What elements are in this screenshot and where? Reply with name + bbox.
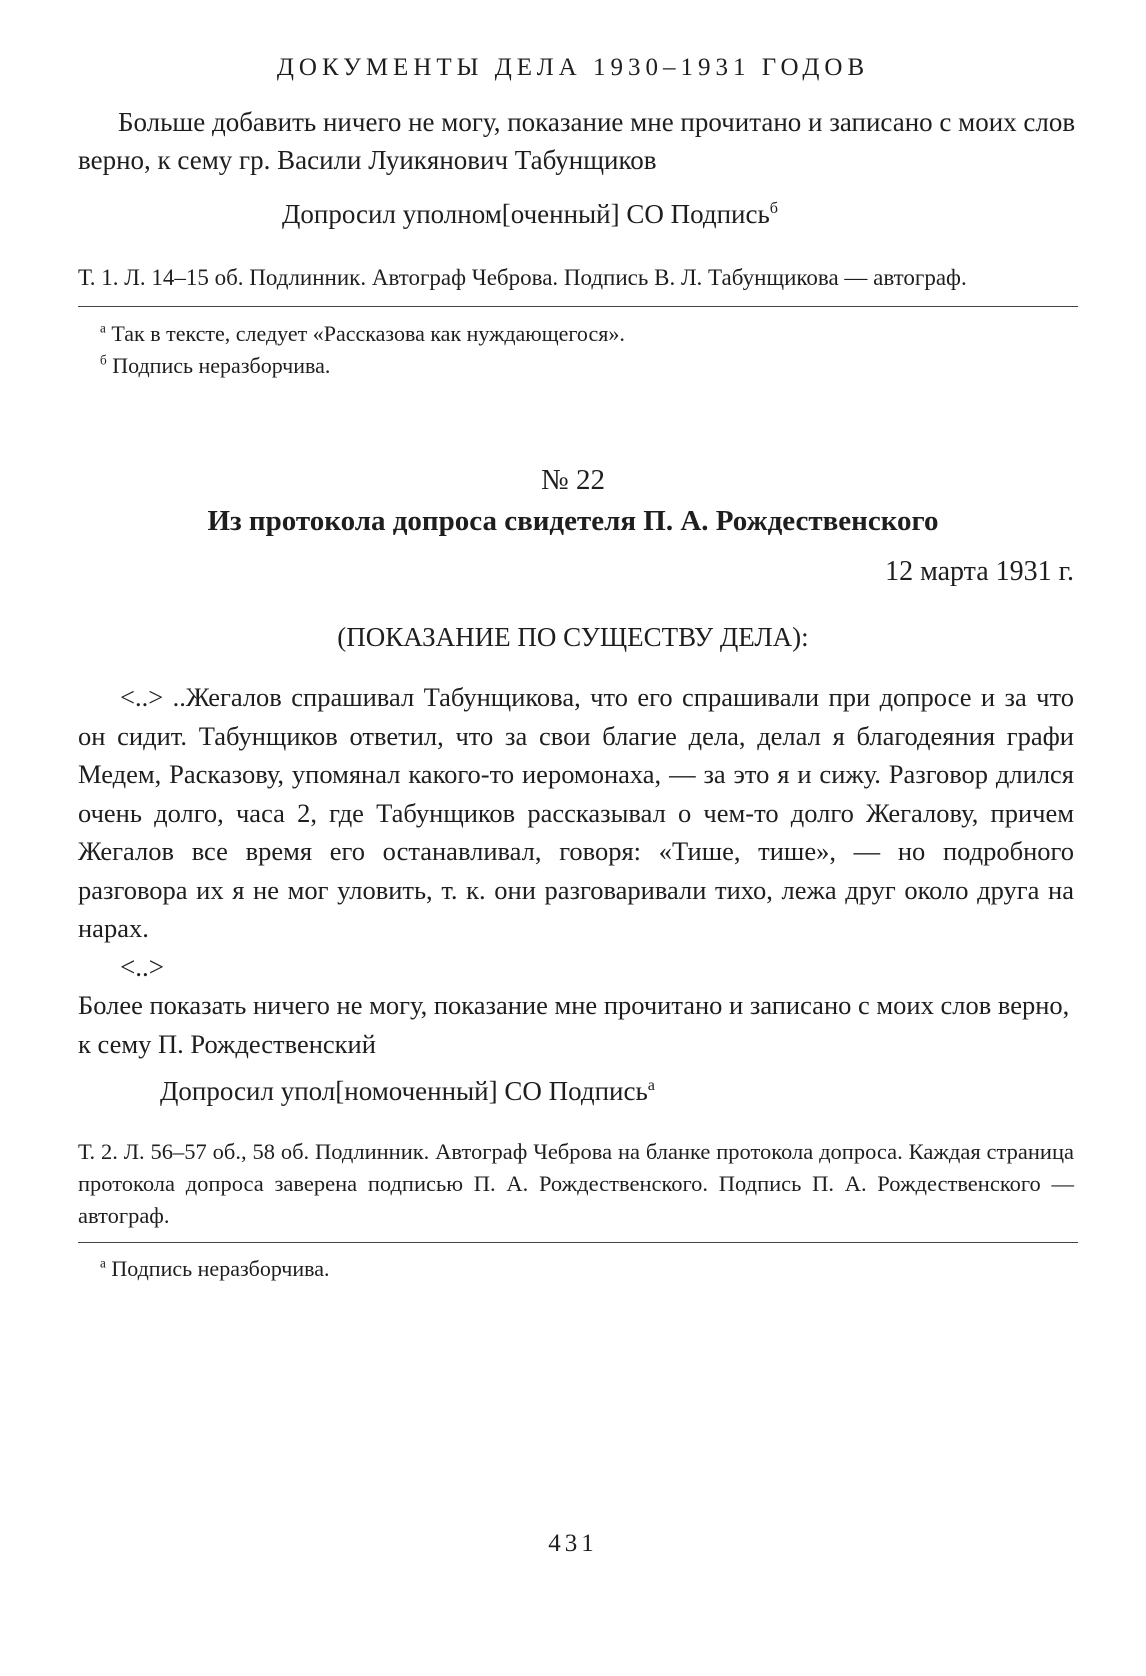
prev-interrogator-line: Допросил уполном[оченный] СО Подпись$^б$	[282, 199, 779, 229]
omission-mark: <..>	[120, 952, 164, 982]
doc22-closing-statement: Более показать ничего не могу, показание мне прочитано и записано с моих слов верно, к сему П. Рождественский	[78, 990, 1070, 1059]
footnote-divider	[78, 1242, 1078, 1243]
prev-footnote-b: $^б$ Подпись неразборчива.	[100, 352, 331, 378]
footnote-mark: а	[647, 1076, 655, 1094]
doc22-interrogator-line: Допросил упол[номоченный] СО Подпись$^а$	[160, 1076, 655, 1106]
footnote-mark: б	[769, 199, 779, 217]
document-number: № 22	[541, 464, 605, 496]
section-heading: (ПОКАЗАНИЕ ПО СУЩЕСТВУ ДЕЛА):	[337, 622, 809, 652]
prev-source-note: Т. 1. Л. 14–15 об. Подлинник. Автограф Чеброва. Подпись В. Л. Табунщикова — автограф.	[78, 265, 967, 290]
prev-closing-statement: Больше добавить ничего не могу, показание мне прочитано и записано с моих слов верно, к сему гр. Васили Луикянович Табунщиков	[78, 107, 1076, 175]
document-title: Из протокола допроса свидетеля П. А. Рождественского	[207, 505, 939, 537]
testimony-paragraph: <..> ..Жегалов спрашивал Табунщикова, что его спрашивали при допросе и за что он сидит. Табунщиков ответил, что за свои благие дела, делал я благодеяния графи Медем, Расказову, упомянал какого-то иеромонаха, — за это я и сижу. Разговор длился очень долго, часа 2, где Табунщиков рассказывал о чем-то долго Жегалову, причем Жегалов все время его останавливал, говоря: «Тише, тише», — но подробного разговора их я не мог уловить, т. к. они разговаривали тихо, лежа друг около друга на нарах.	[78, 682, 1074, 943]
document-date: 12 марта 1931 г.	[885, 556, 1074, 587]
doc22-source-note: Т. 2. Л. 56–57 об., 58 об. Подлинник. Автограф Чеброва на бланке протокола допроса. Каждая страница протокола допроса заверена подписью П. А. Рождественского. Подпись П. А. Рождественского — автограф.	[78, 1139, 1074, 1228]
doc22-footnote-a: $^а$ Подпись неразборчива.	[100, 1255, 330, 1281]
prev-footnote-a: $^а$ Так в тексте, следует «Рассказова как нуждающегося».	[100, 320, 625, 346]
footnote-divider	[78, 306, 1078, 307]
running-head: ДОКУМЕНТЫ ДЕЛА 1930–1931 ГОДОВ	[276, 54, 870, 81]
page-number: 431	[548, 1530, 598, 1557]
